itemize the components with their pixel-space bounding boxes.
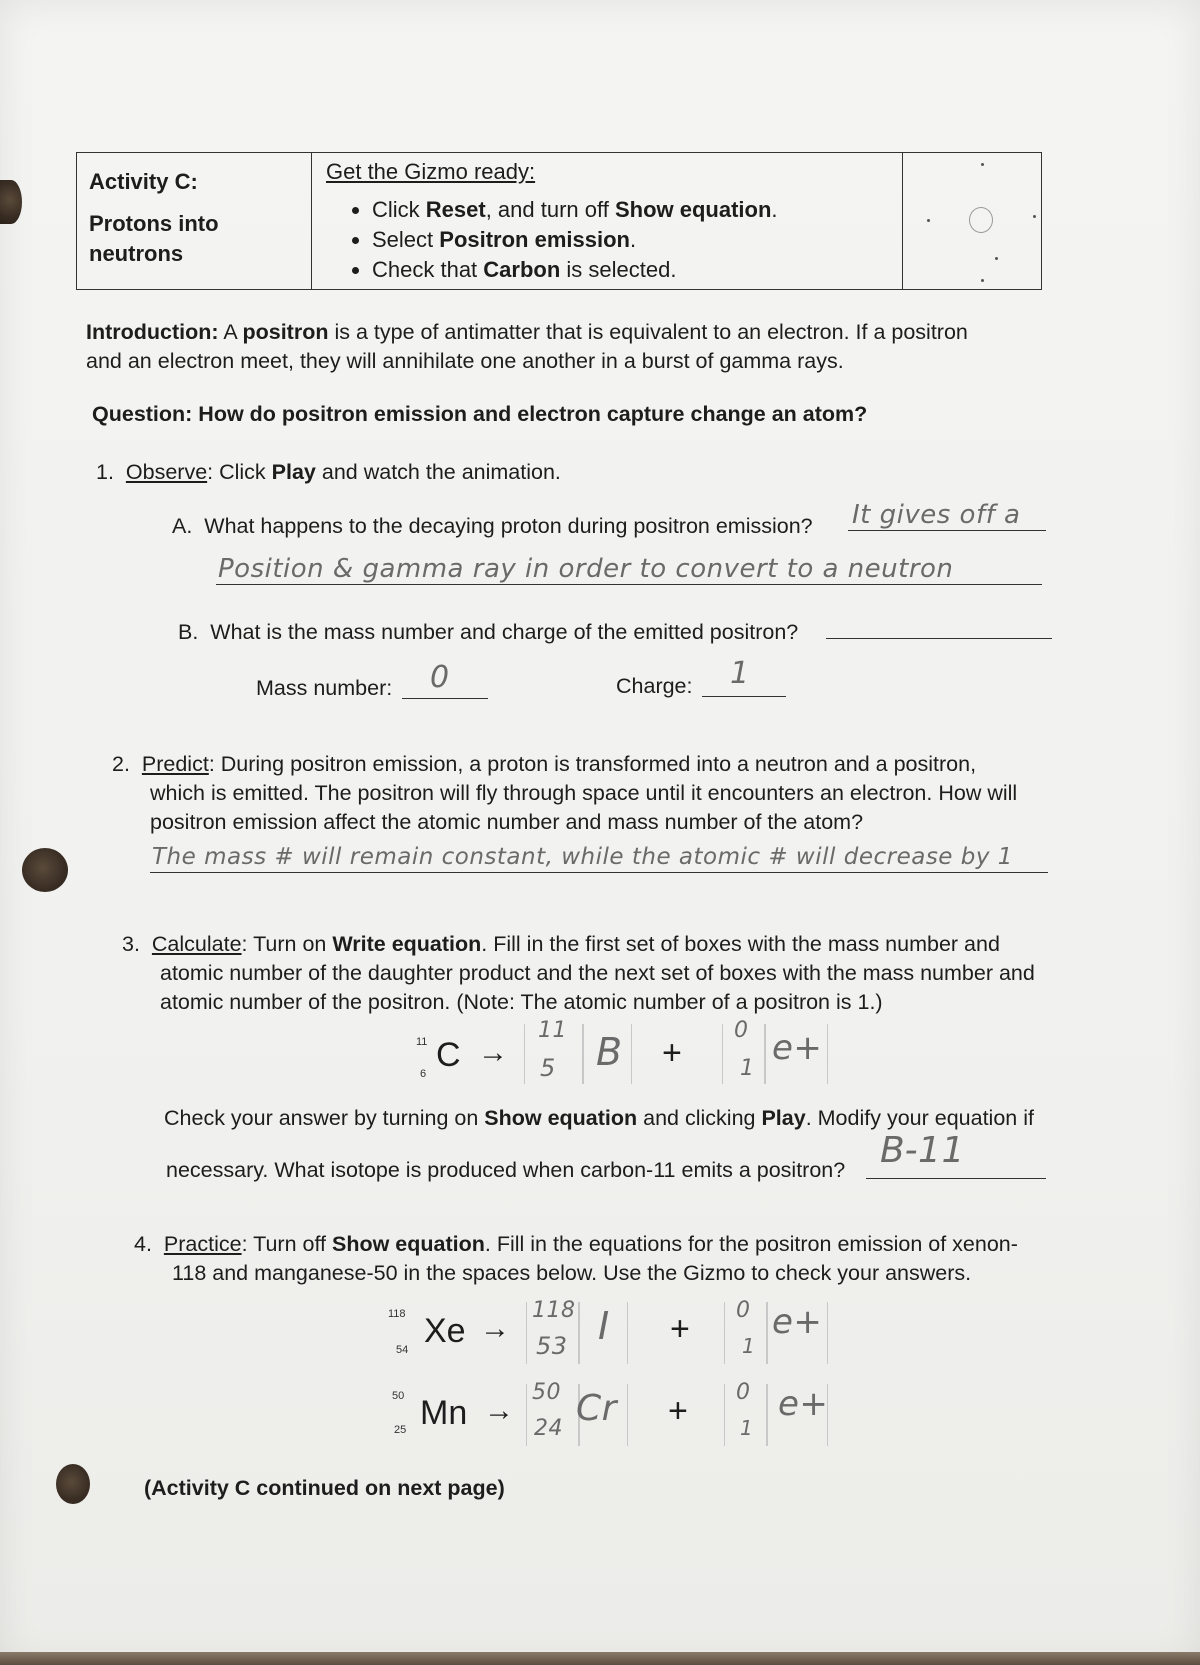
q3-calculate: 3. Calculate: Turn on Write equation. Fill in the first set of boxes with the mass number and atomic number of the daughter product and the next set of boxes with the mass number and atomic number of the positron. (Note: The atomic number of a positron is 1.) <box>122 932 1035 1014</box>
question: Question: How do positron emission and electron capture change an atom? <box>92 402 868 426</box>
mass-number-label: Mass number: <box>256 676 393 700</box>
gizmo-setup-title: Get the Gizmo ready: <box>326 159 536 184</box>
q2-answer-line <box>150 872 1048 873</box>
activity-header-table <box>76 152 1042 290</box>
charge-answer: 1 <box>730 656 750 691</box>
q1a-answer-2: Position & gamma ray in order to convert to a neutron <box>218 554 954 584</box>
setup-step: • Check that Carbon is selected. <box>372 255 902 285</box>
gizmo-thumbnail-cell <box>903 153 1042 290</box>
q2-predict: 2. Predict: During positron emission, a proton is transformed into a neutron and a positron, which is emitted. The positron will fly through space until it encounters an electron. How will positron emission affect the atomic number and mass number of the atom? <box>112 752 1018 834</box>
binder-hole <box>22 848 68 892</box>
isotope-answer-line <box>866 1178 1046 1179</box>
activity-subtitle: Protons into neutrons <box>89 211 219 266</box>
isotope-answer: B-11 <box>880 1130 965 1171</box>
check-answer-text: Check your answer by turning on Show equation and clicking Play. Modify your equation if <box>164 1106 1034 1130</box>
activity-label-cell <box>77 153 312 290</box>
equation-xenon: 118 54 Xe → 118 53 I + 0 1 e+ <box>388 1298 848 1368</box>
page-edge <box>0 1652 1200 1665</box>
binder-hole <box>0 180 22 224</box>
setup-step: • Click Reset, and turn off Show equation. <box>372 195 902 225</box>
activity-title: Activity C: <box>89 169 198 194</box>
q2-answer: The mass # will remain constant, while the atomic # will decrease by 1 <box>152 844 1013 870</box>
q1b-answer-line <box>826 638 1052 639</box>
q1a-answer-line <box>848 530 1046 531</box>
q1a-answer-line-2 <box>216 584 1042 585</box>
mass-number-line <box>402 698 488 699</box>
introduction: Introduction: A positron is a type of antimatter that is equivalent to an electron. If a positron and an electron meet, they will annihilate one another in a burst of gamma rays. <box>86 320 968 373</box>
gizmo-setup-cell <box>312 153 903 290</box>
isotope-question: necessary. What isotope is produced when carbon-11 emits a positron? <box>166 1158 846 1182</box>
q4-practice: 4. Practice: Turn off Show equation. Fill in the equations for the positron emission of xenon- 118 and manganese-50 in the spaces below. Use the Gizmo to check your answers. <box>134 1232 1018 1285</box>
binder-hole <box>56 1464 90 1504</box>
q1-observe: 1. Observe: Click Play and watch the animation. <box>96 460 561 484</box>
charge-label: Charge: <box>616 674 693 698</box>
equation-manganese: 50 25 Mn → 50 24 Cr + 0 1 e+ <box>388 1380 848 1450</box>
atom-icon <box>903 153 1041 291</box>
equation-carbon: 11 6 C → 11 5 B + 0 1 e+ <box>400 1018 840 1088</box>
continued-note: (Activity C continued on next page) <box>144 1476 505 1500</box>
q1a-text: A. What happens to the decaying proton during positron emission? <box>172 514 813 538</box>
charge-line <box>702 696 786 697</box>
mass-number-answer: 0 <box>430 660 450 695</box>
q1b-text: B. What is the mass number and charge of the emitted positron? <box>178 620 799 644</box>
setup-step: • Select Positron emission. <box>372 225 902 255</box>
q1a-answer: It gives off a <box>852 500 1021 530</box>
